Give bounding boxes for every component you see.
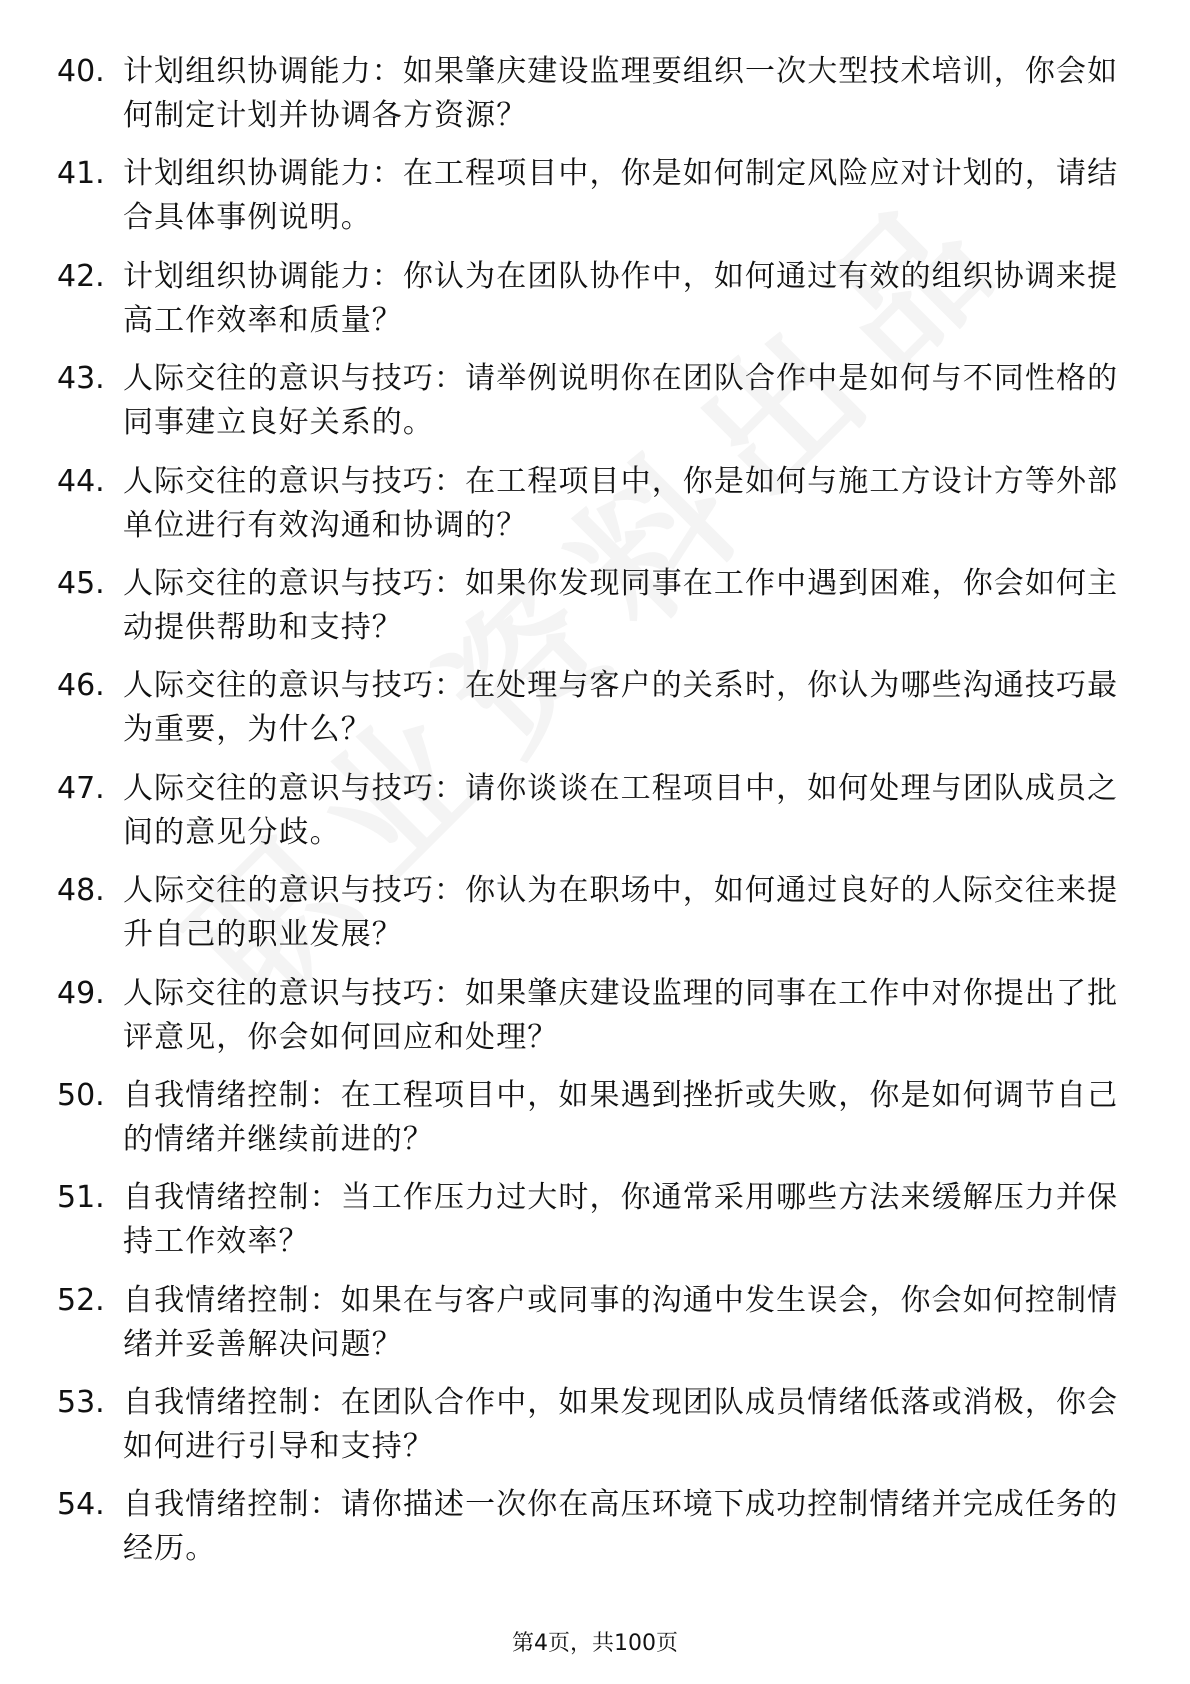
question-text: 人际交往的意识与技巧：你认为在职场中，如何通过良好的人际交往来提升自己的职业发展？ — [123, 873, 1119, 953]
list-item — [0, 1483, 1190, 1585]
list-item — [0, 562, 1190, 664]
question-text: 自我情绪控制：请你描述一次你在高压环境下成功控制情绪并完成任务的经历。 — [123, 1487, 1119, 1567]
list-item — [0, 664, 1190, 766]
list-item — [0, 1074, 1190, 1176]
question-text: 自我情绪控制：在工程项目中，如果遇到挫折或失败，你是如何调节自己的情绪并继续前进的？ — [123, 1077, 1119, 1157]
question-text: 自我情绪控制：当工作压力过大时，你通常采用哪些方法来缓解压力并保持工作效率？ — [123, 1180, 1119, 1260]
question-number: 43. — [57, 361, 105, 397]
question-text: 计划组织协调能力：在工程项目中，你是如何制定风险应对计划的，请结合具体事例说明。 — [123, 156, 1119, 236]
question-text: 人际交往的意识与技巧：在工程项目中，你是如何与施工方设计方等外部单位进行有效沟通和协调的？ — [123, 463, 1119, 543]
question-number: 42. — [57, 258, 105, 294]
list-item — [0, 767, 1190, 869]
list-item — [0, 255, 1190, 357]
list-item — [0, 1176, 1190, 1278]
question-number: 51. — [57, 1180, 105, 1216]
list-item — [0, 1381, 1190, 1483]
question-number: 45. — [57, 565, 105, 601]
question-number: 53. — [57, 1385, 105, 1421]
list-item — [0, 50, 1190, 152]
question-number: 40. — [57, 54, 105, 89]
question-number: 50. — [57, 1077, 105, 1113]
question-text: 自我情绪控制：如果在与客户或同事的沟通中发生误会，你会如何控制情绪并妥善解决问题？ — [123, 1282, 1119, 1362]
page-number: 第4页，共100页 — [512, 1631, 678, 1656]
question-number: 48. — [57, 873, 105, 909]
question-number: 54. — [57, 1487, 105, 1523]
question-text: 人际交往的意识与技巧：如果你发现同事在工作中遇到困难，你会如何主动提供帮助和支持？ — [123, 565, 1119, 645]
list-item — [0, 1279, 1190, 1381]
question-number: 46. — [57, 668, 105, 704]
question-list — [0, 50, 1190, 1586]
list-item — [0, 357, 1190, 459]
question-text: 计划组织协调能力：你认为在团队协作中，如何通过有效的组织协调来提高工作效率和质量？ — [123, 258, 1119, 338]
question-number: 49. — [57, 975, 105, 1011]
question-text: 人际交往的意识与技巧：在处理与客户的关系时，你认为哪些沟通技巧最为重要，为什么？ — [123, 668, 1119, 748]
question-text: 自我情绪控制：在团队合作中，如果发现团队成员情绪低落或消极，你会如何进行引导和支持？ — [123, 1385, 1119, 1465]
question-number: 44. — [57, 463, 105, 499]
question-number: 47. — [57, 770, 105, 806]
list-item — [0, 152, 1190, 254]
list-item — [0, 972, 1190, 1074]
question-text: 人际交往的意识与技巧：请你谈谈在工程项目中，如何处理与团队成员之间的意见分歧。 — [123, 770, 1119, 850]
list-item — [0, 869, 1190, 971]
question-text: 计划组织协调能力：如果肇庆建设监理要组织一次大型技术培训，你会如何制定计划并协调各方资源？ — [123, 54, 1119, 133]
question-number: 52. — [57, 1282, 105, 1318]
list-item — [0, 460, 1190, 562]
question-number: 41. — [57, 156, 105, 192]
question-text: 人际交往的意识与技巧：请举例说明你在团队合作中是如何与不同性格的同事建立良好关系的。 — [123, 361, 1119, 441]
question-text: 人际交往的意识与技巧：如果肇庆建设监理的同事在工作中对你提出了批评意见，你会如何回应和处理？ — [123, 975, 1119, 1055]
